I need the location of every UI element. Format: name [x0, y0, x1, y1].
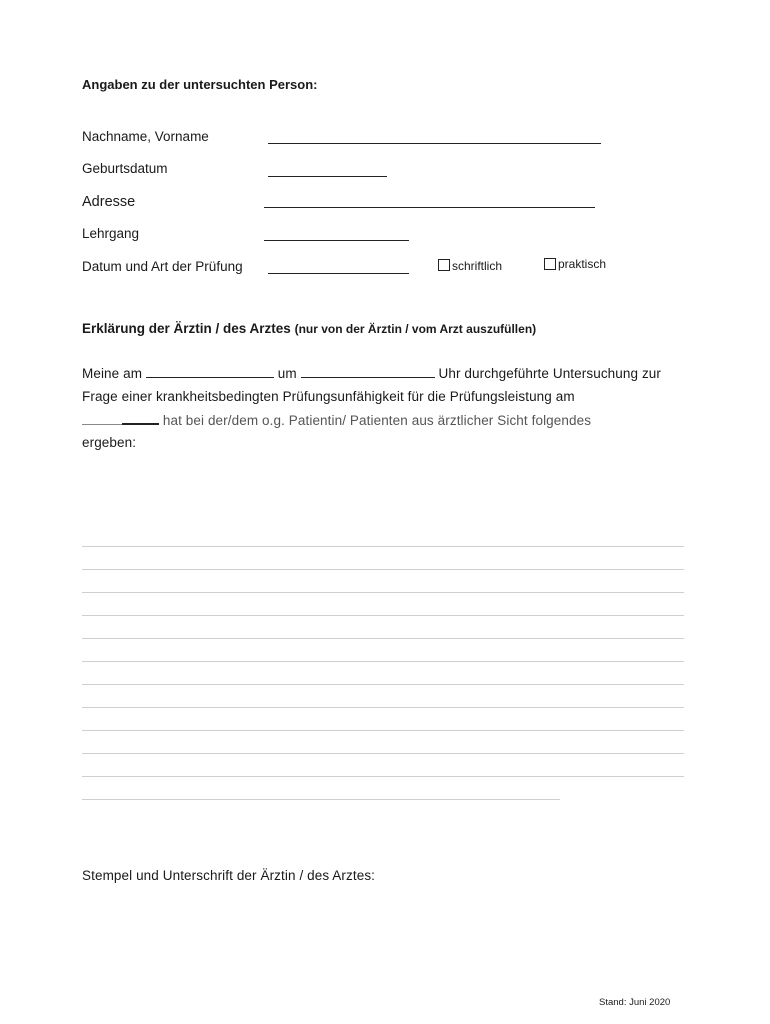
findings-rule: [82, 684, 684, 685]
schriftlich-checkbox[interactable]: [438, 259, 450, 271]
findings-rule: [82, 707, 684, 708]
findings-rule: [82, 661, 684, 662]
exam-performance-date-blank[interactable]: [82, 413, 124, 425]
text-uhr: Uhr durchgeführte Untersuchung zur: [438, 366, 662, 381]
praktisch-checkbox[interactable]: [544, 258, 556, 270]
findings-rule: [82, 546, 684, 547]
declaration-line-3: [82, 412, 591, 428]
exam-date-type-label: Datum und Art der Prüfung: [82, 259, 243, 274]
declaration-line-4: ergeben:: [82, 435, 137, 450]
section-doctor-heading: [82, 321, 536, 336]
exam-performance-date-blank-end[interactable]: [122, 412, 159, 425]
birthdate-input-line[interactable]: [268, 176, 387, 177]
exam-time-blank[interactable]: [301, 366, 435, 378]
name-input-line[interactable]: [268, 143, 601, 144]
course-label: Lehrgang: [82, 226, 140, 241]
findings-rule: [82, 753, 684, 754]
section-doctor-note: (nur von der Ärztin / vom Arzt auszufüllen): [294, 322, 537, 336]
declaration-line-2: Frage einer krankheitsbedingten Prüfungsunfähigkeit für die Prüfungsleistung am: [82, 389, 575, 404]
findings-rule: [82, 615, 684, 616]
findings-rule: [82, 569, 684, 570]
birthdate-label: Geburtsdatum: [82, 161, 168, 176]
findings-rule: [82, 730, 684, 731]
text-um: um: [277, 366, 297, 381]
signature-label: Stempel und Unterschrift der Ärztin / des Arztes:: [82, 868, 376, 883]
name-label: Nachname, Vorname: [82, 129, 209, 144]
praktisch-label: praktisch: [558, 257, 607, 271]
exam-date-blank[interactable]: [146, 366, 274, 378]
findings-rule: [82, 638, 684, 639]
exam-date-input-line[interactable]: [268, 273, 409, 274]
schriftlich-label: schriftlich: [452, 259, 503, 273]
declaration-line-1: [82, 366, 661, 381]
text-hat-bei: hat bei der/dem o.g. Patientin/ Patienten aus ärztlicher Sicht folgendes: [162, 413, 592, 428]
address-input-line[interactable]: [264, 207, 595, 208]
address-label: Adresse: [82, 194, 136, 210]
text-meine-am: Meine am: [82, 366, 143, 381]
findings-rule: [82, 799, 560, 800]
findings-rule: [82, 776, 684, 777]
findings-rule: [82, 592, 684, 593]
section-doctor-title: Erklärung der Ärztin / des Arztes: [82, 321, 291, 336]
stand-date: Stand: Juni 2020: [599, 997, 671, 1008]
course-input-line[interactable]: [264, 240, 409, 241]
section-person-heading: Angaben zu der untersuchten Person:: [82, 77, 318, 92]
